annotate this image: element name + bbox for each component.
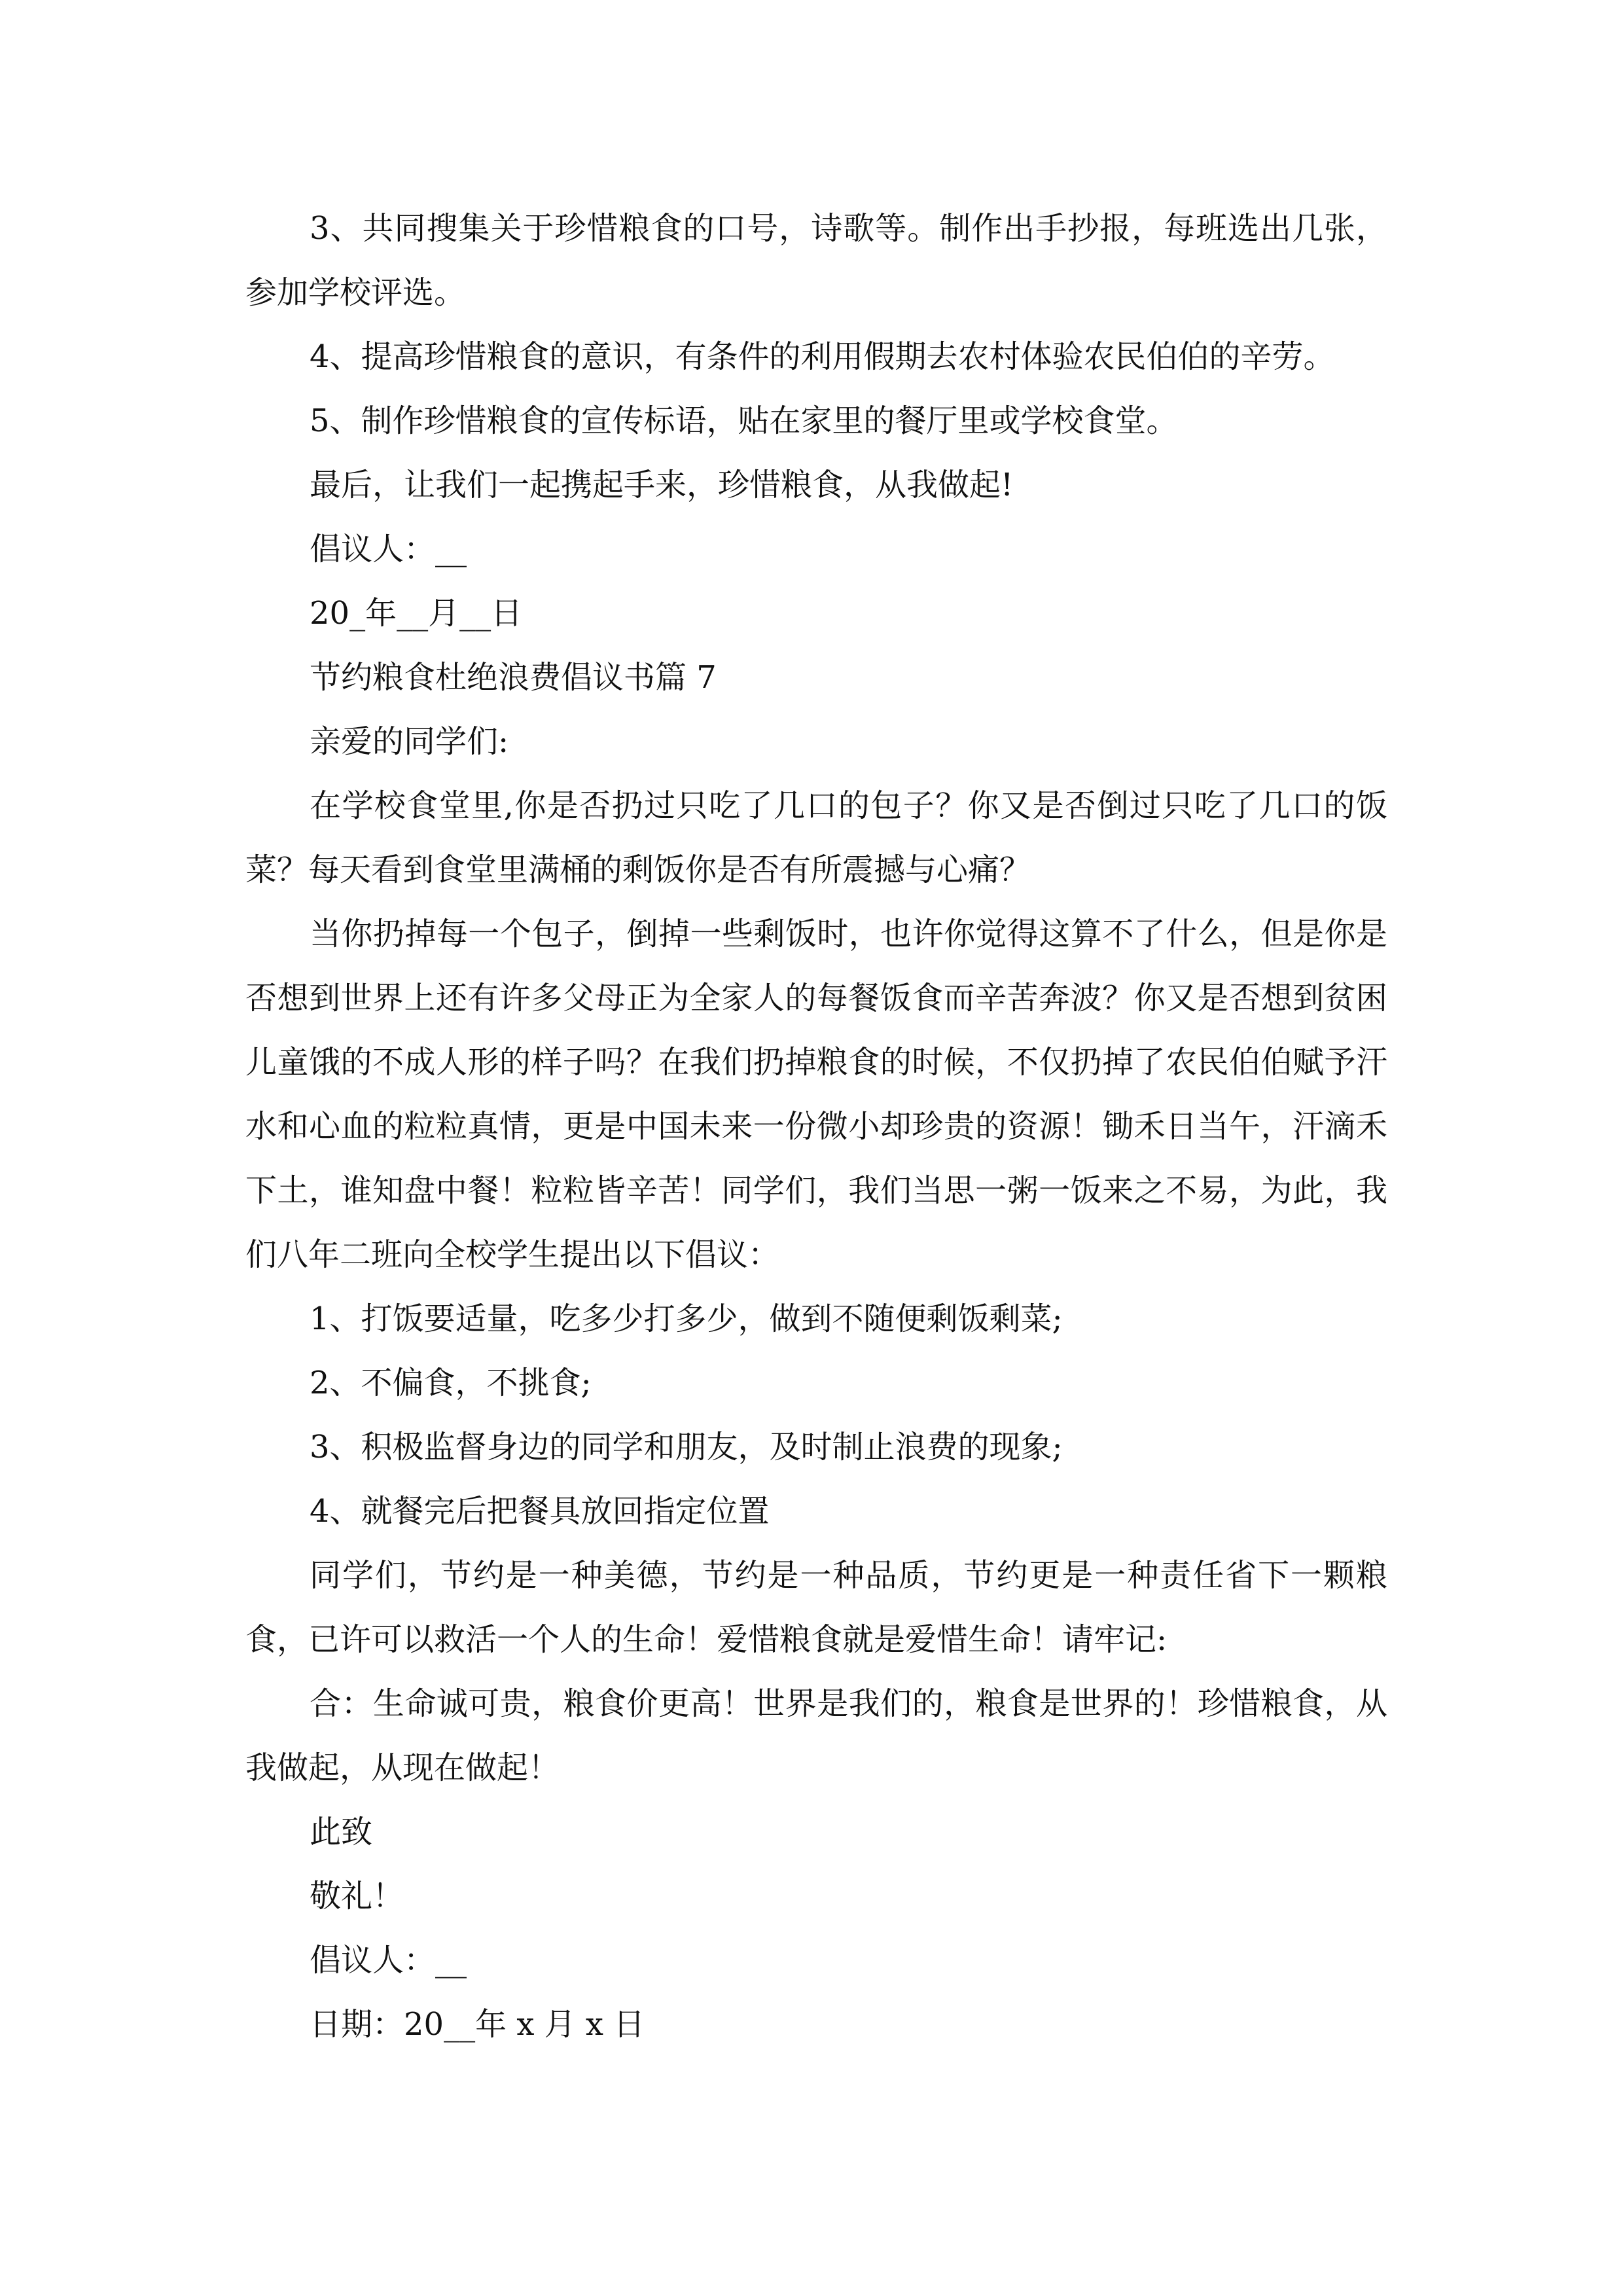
closing-ci-zhi: 此致 <box>310 1814 373 1850</box>
paragraph-canteen-question: 在学校食堂里,你是否扔过只吃了几口的包子？你又是否倒过只吃了几口的饭菜？每天看到食堂里满桶的剩饭你是否有所震撼与心痛？ <box>245 787 1387 888</box>
paragraph-chorus: 合：生命诚可贵，粮食价更高！世界是我们的，粮食是世界的！珍惜粮食，从我做起，从现在做起！ <box>245 1685 1387 1786</box>
proposer-line: 倡议人：__ <box>310 531 467 567</box>
document-page <box>245 196 1387 2056</box>
paragraph-item-4-awareness: 4、提高珍惜粮食的意识，有条件的利用假期去农村体验农民伯伯的辛劳。 <box>310 338 1335 375</box>
paragraph-item-5-banners: 5、制作珍惜粮食的宣传标语，贴在家里的餐厅里或学校食堂。 <box>310 403 1178 439</box>
proposer-line-2: 倡议人：__ <box>310 1942 467 1979</box>
section-title: 节约粮食杜绝浪费倡议书篇 7 <box>310 659 717 696</box>
paragraph-item-3-slogans: 3、共同搜集关于珍惜粮食的口号，诗歌等。制作出手抄报，每班选出几张，参加学校评选。 <box>245 210 1387 311</box>
proposal-item-1: 1、打饭要适量，吃多少打多少，做到不随便剩饭剩菜; <box>310 1300 1063 1337</box>
proposal-item-3: 3、积极监督身边的同学和朋友，及时制止浪费的现象; <box>310 1429 1063 1465</box>
paragraph-closing-call: 最后，让我们一起携起手来，珍惜粮食，从我做起! <box>310 467 1014 503</box>
proposal-item-2: 2、不偏食，不挑食; <box>310 1365 592 1401</box>
proposal-item-4: 4、就餐完后把餐具放回指定位置 <box>310 1493 770 1530</box>
paragraph-virtue: 同学们，节约是一种美德，节约是一种品质，节约更是一种责任省下一颗粮食，已许可以救活一个人的生命！爱惜粮食就是爱惜生命！请牢记: <box>245 1557 1387 1658</box>
salutation: 亲爱的同学们: <box>310 723 509 760</box>
paragraph-waste-reflection: 当你扔掉每一个包子，倒掉一些剩饭时，也许你觉得这算不了什么，但是你是否想到世界上还有许多父母正为全家人的每餐饭食而辛苦奔波？你又是否想到贫困儿童饿的不成人形的样子吗？在我们扔掉粮食的时候，不仅扔掉了农民伯伯赋予汗水和心血的粒粒真情，更是中国未来一份微小却珍贵的资源！锄禾日当午，汗滴禾下土，谁知盘中餐！粒粒皆辛苦！同学们，我们当思一粥一饭来之不易，为此，我们八年二班向全校学生提出以下倡议： <box>245 916 1387 1273</box>
date-line-2: 日期：20__年 x 月 x 日 <box>310 2006 645 2043</box>
closing-jing-li: 敬礼！ <box>310 1878 404 1914</box>
date-line: 20_年__月__日 <box>310 595 523 632</box>
